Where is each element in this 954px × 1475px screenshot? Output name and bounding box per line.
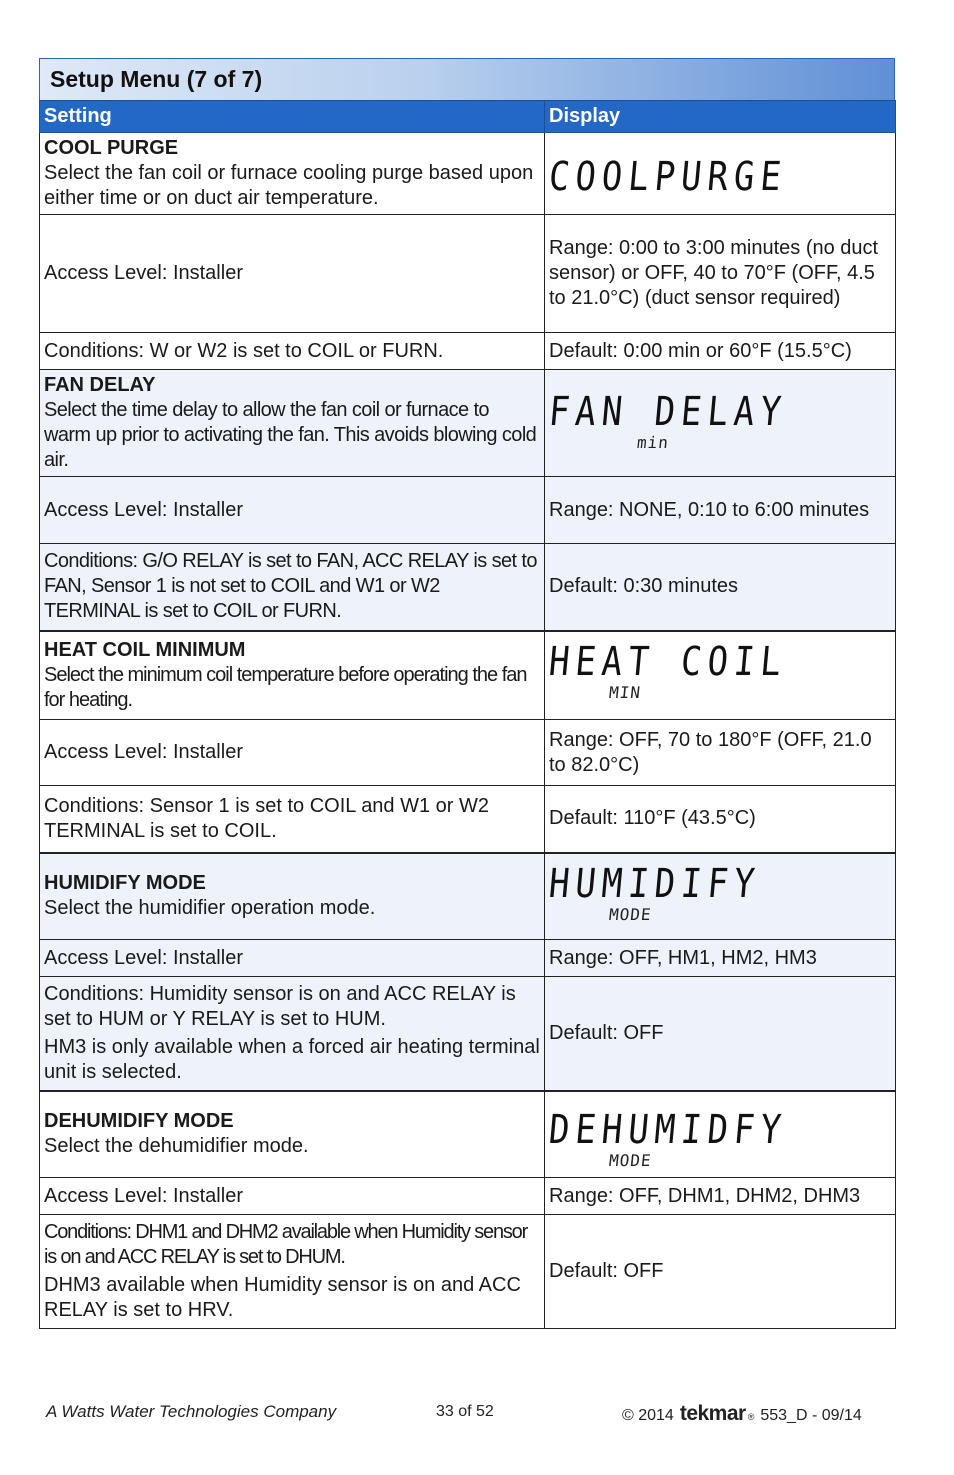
table-header-row <box>40 101 896 133</box>
lcd-display-subtext: min <box>636 433 670 452</box>
table-row <box>40 477 896 544</box>
setting-cell <box>40 370 545 477</box>
setting-cell <box>40 133 545 215</box>
conditions: Conditions: G/O RELAY is set to FAN, ACC RELAY is set to FAN, Sensor 1 is not set to COIL and W1 or W2 TERMINAL is set to COIL or FURN. <box>40 544 545 631</box>
setting-description: Select the dehumidifier mode. <box>44 1135 309 1158</box>
footer-copyright <box>622 1402 862 1426</box>
range-value: Range: OFF, DHM1, DHM2, DHM3 <box>545 1178 896 1215</box>
default-value: Default: 0:30 minutes <box>545 544 896 631</box>
conditions <box>40 977 545 1091</box>
setting-title: COOL PURGE <box>44 137 179 159</box>
lcd-display-text: HUMIDIFY <box>546 860 763 907</box>
lcd-display-text: COOLPURGE <box>546 154 789 200</box>
setting-title: HEAT COIL MINIMUM <box>44 638 246 661</box>
conditions-text: Conditions: DHM1 and DHM2 available when Humidity sensor is on and ACC RELAY is set to DHUM. <box>44 1221 528 1268</box>
document-number: 553_D - 09/14 <box>760 1407 862 1424</box>
default-value: Default: 0:00 min or 60°F (15.5°C) <box>545 333 896 370</box>
lcd-display-cell <box>545 133 896 215</box>
range-value: Range: 0:00 to 3:00 minutes (no duct sensor) or OFF, 40 to 70°F (OFF, 4.5 to 21.0°C) (duct sensor required) <box>545 215 896 333</box>
conditions-note: DHM3 available when Humidity sensor is on and ACC RELAY is set to HRV. <box>44 1274 521 1321</box>
setting-title: HUMIDIFY MODE <box>44 872 206 895</box>
lcd-display-cell <box>545 370 896 477</box>
lcd-display-text: HEAT COIL <box>546 638 789 685</box>
access-level: Access Level: Installer <box>40 477 545 544</box>
table-row <box>40 333 896 370</box>
range-value: Range: OFF, HM1, HM2, HM3 <box>545 940 896 977</box>
registered-mark: ® <box>747 1412 755 1422</box>
conditions-text: Conditions: Humidity sensor is on and ACC RELAY is set to HUM or Y RELAY is set to HUM. <box>44 982 516 1030</box>
access-level: Access Level: Installer <box>40 720 545 786</box>
table-row <box>40 853 896 940</box>
setting-title: DEHUMIDIFY MODE <box>44 1110 234 1133</box>
table-row <box>40 133 896 215</box>
conditions: Conditions: Sensor 1 is set to COIL and W1 or W2 TERMINAL is set to COIL. <box>40 786 545 853</box>
tekmar-logo: tekmar <box>679 1402 746 1425</box>
default-value: Default: OFF <box>545 977 896 1091</box>
table-row <box>40 370 896 477</box>
lcd-display-text: FAN DELAY <box>546 389 789 435</box>
column-header-display: Display <box>545 101 896 133</box>
table-row <box>40 544 896 631</box>
conditions <box>40 1215 545 1329</box>
table-row <box>40 1215 896 1329</box>
access-level: Access Level: Installer <box>40 1178 545 1215</box>
range-value: Range: OFF, 70 to 180°F (OFF, 21.0 to 82.0°C) <box>545 720 896 786</box>
default-value: Default: OFF <box>545 1215 896 1329</box>
table-row <box>40 215 896 333</box>
table-row <box>40 977 896 1091</box>
access-level: Access Level: Installer <box>40 215 545 333</box>
conditions: Conditions: W or W2 is set to COIL or FURN. <box>40 333 545 370</box>
table-row <box>40 631 896 720</box>
table-row <box>40 1091 896 1178</box>
setting-description: Select the minimum coil temperature before operating the fan for heating. <box>44 663 527 711</box>
table-row <box>40 720 896 786</box>
lcd-display-subtext: MODE <box>608 1150 653 1170</box>
range-value: Range: NONE, 0:10 to 6:00 minutes <box>545 477 896 544</box>
access-level: Access Level: Installer <box>40 940 545 977</box>
lcd-display-subtext: MIN <box>608 682 642 702</box>
setting-title: FAN DELAY <box>44 374 156 396</box>
table-row <box>40 786 896 853</box>
setting-cell <box>40 1091 545 1178</box>
conditions-note: HM3 is only available when a forced air heating terminal unit is selected. <box>44 1035 540 1083</box>
table-row <box>40 1178 896 1215</box>
table-row <box>40 940 896 977</box>
page-number: 33 of 52 <box>436 1403 494 1420</box>
setting-description: Select the fan coil or furnace cooling purge based upon either time or on duct air temperature. <box>44 162 534 209</box>
setting-cell <box>40 853 545 940</box>
setting-description: Select the time delay to allow the fan coil or furnace to warm up prior to activating the fan. This avoids blowing cold air. <box>44 399 537 471</box>
setting-description: Select the humidifier operation mode. <box>44 897 376 920</box>
lcd-display-cell <box>545 853 896 940</box>
copyright-text: © 2014 <box>622 1407 674 1424</box>
footer-company: A Watts Water Technologies Company <box>46 1402 337 1421</box>
lcd-display-cell <box>545 1091 896 1178</box>
lcd-display-cell <box>545 631 896 720</box>
column-header-setting: Setting <box>40 101 545 133</box>
setup-menu <box>39 58 895 1329</box>
setting-cell <box>40 631 545 720</box>
setup-table <box>39 100 896 1329</box>
lcd-display-subtext: MODE <box>608 904 653 924</box>
lcd-display-text: DEHUMIDFY <box>546 1106 789 1153</box>
default-value: Default: 110°F (43.5°C) <box>545 786 896 853</box>
menu-title: Setup Menu (7 of 7) <box>39 58 895 100</box>
